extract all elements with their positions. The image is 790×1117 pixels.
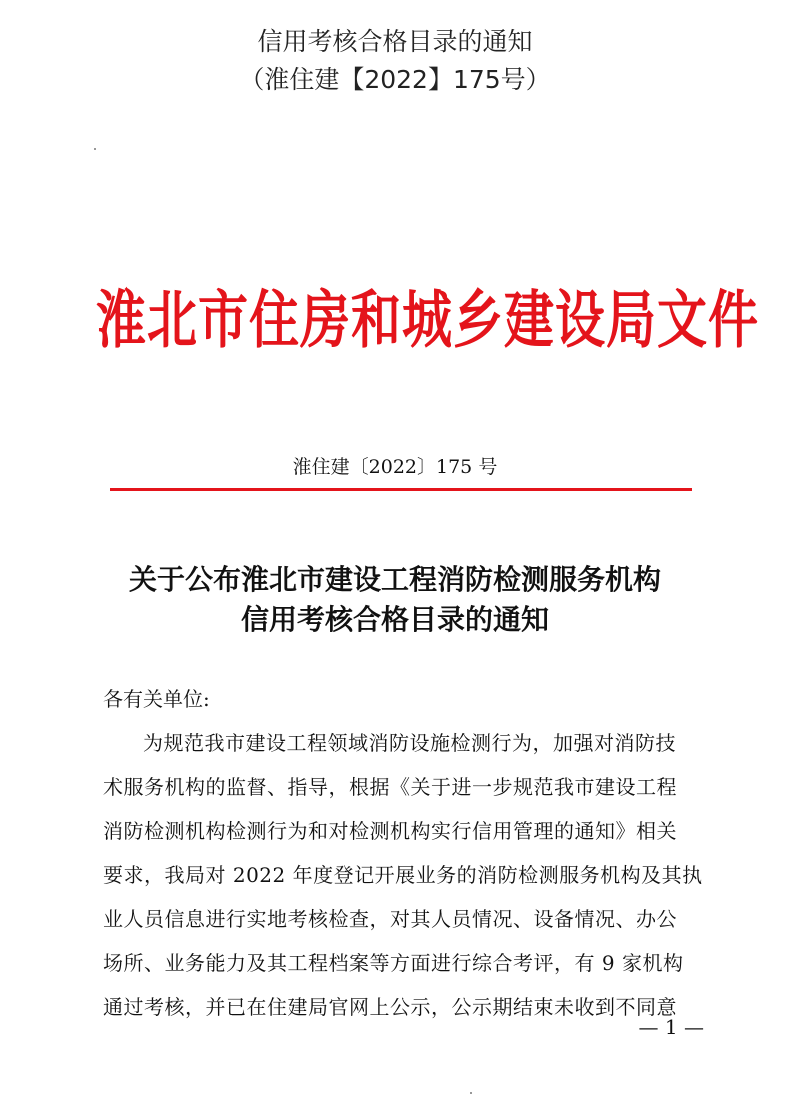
salutation: 各有关单位: bbox=[103, 687, 210, 711]
scan-speck bbox=[470, 1092, 472, 1094]
notice-title-line-1: 关于公布淮北市建设工程消防检测服务机构 bbox=[128, 563, 661, 596]
page-title-line-1: 信用考核合格目录的通知 bbox=[257, 27, 533, 56]
page-title-line-2: （淮住建【2022】175号） bbox=[239, 65, 551, 94]
document-number: 淮住建〔2022〕175 号 bbox=[292, 456, 498, 478]
body-line-4: 要求，我局对 2022 年度登记开展业务的消防检测服务机构及其执 bbox=[103, 863, 703, 887]
body-line-5: 业人员信息进行实地考核检查，对其人员情况、设备情况、办公 bbox=[103, 907, 677, 931]
scan-speck bbox=[94, 148, 96, 150]
document-masthead: 淮北市住房和城乡建设局文件 bbox=[96, 283, 759, 357]
red-divider-line bbox=[110, 488, 692, 491]
body-line-7: 通过考核，并已在住建局官网上公示，公示期结束未收到不同意 bbox=[103, 995, 677, 1019]
body-line-1: 为规范我市建设工程领域消防设施检测行为，加强对消防技 bbox=[143, 731, 676, 755]
body-line-6: 场所、业务能力及其工程档案等方面进行综合考评，有 9 家机构 bbox=[103, 951, 684, 975]
body-line-2: 术服务机构的监督、指导，根据《关于进一步规范我市建设工程 bbox=[103, 775, 677, 799]
page-number: — 1 — bbox=[638, 1015, 704, 1039]
notice-title-line-2: 信用考核合格目录的通知 bbox=[240, 603, 549, 636]
body-line-3: 消防检测机构检测行为和对检测机构实行信用管理的通知》相关 bbox=[103, 819, 677, 843]
